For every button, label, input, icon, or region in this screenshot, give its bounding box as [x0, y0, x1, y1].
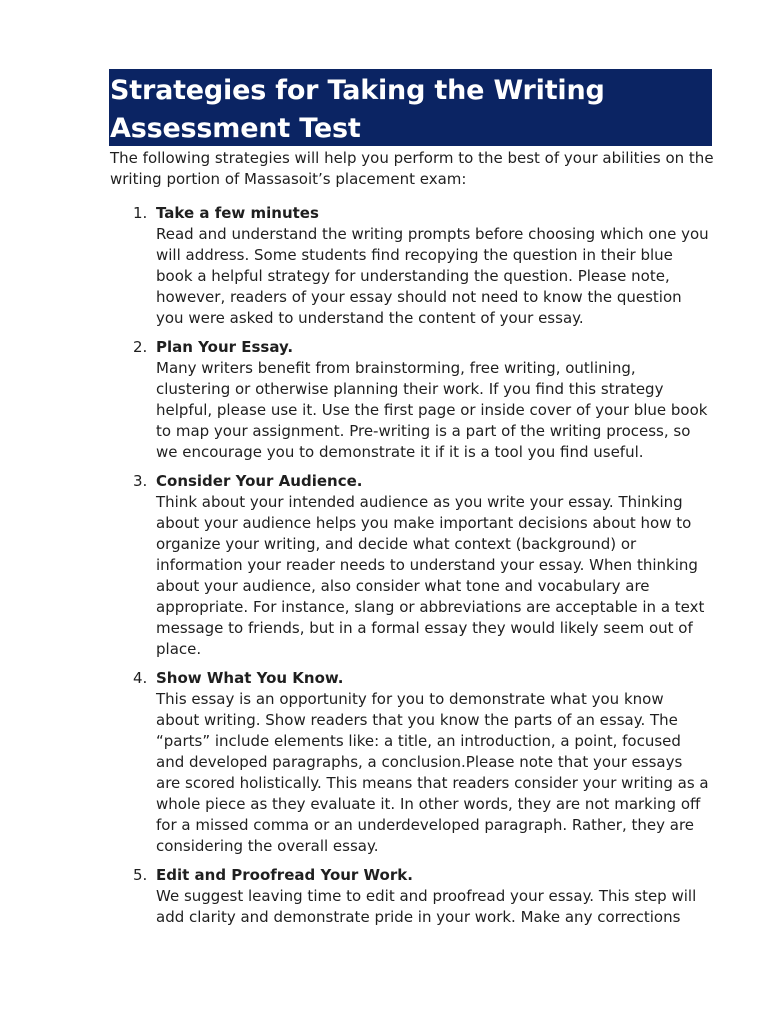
list-item-number: 4. — [133, 669, 148, 687]
list-item — [110, 337, 710, 463]
list-item — [110, 203, 710, 329]
list-item — [110, 865, 710, 928]
strategy-list — [110, 203, 710, 936]
list-item-body: Many writers benefit from brainstorming, free writing, outlining, clustering or otherwise planning their work. If you find this strategy helpful, please use it. Use the first page or inside cover of your blue book to map your assignment. Pre-writing is a part of the writing process, so we encourage you to demonstrate it if it is a tool you find useful. — [156, 359, 708, 461]
list-item-number: 1. — [133, 204, 148, 222]
list-item-heading: Edit and Proofread Your Work. — [156, 866, 413, 884]
list-item — [110, 668, 710, 857]
list-item-body: Think about your intended audience as you write your essay. Thinking about your audience helps you make important decisions about how to organize your writing, and decide what context (background) or information your reader needs to understand your essay. When thinking about your audience, also consider what tone and vocabulary are appropriate. For instance, slang or abbreviations are acceptable in a text message to friends, but in a formal essay they would likely seem out of place. — [156, 493, 705, 658]
list-item-heading: Show What You Know. — [156, 669, 344, 687]
page-title: Strategies for Taking the Writing Assessment Test — [110, 75, 605, 144]
list-item-number: 5. — [133, 866, 148, 884]
list-item-heading: Plan Your Essay. — [156, 338, 294, 356]
intro-paragraph: The following strategies will help you perform to the best of your abilities on the writing portion of Massasoit’s placement exam: — [110, 149, 714, 188]
list-item-number: 3. — [133, 472, 148, 490]
list-item-body: This essay is an opportunity for you to demonstrate what you know about writing. Show readers that you know the parts of an essay. The “parts” include elements like: a title, an introduction, a point, focused and developed paragraphs, a conclusion.Please note that your essays are scored holistically. This means that readers consider your writing as a whole piece as they evaluate it. In other words, they are not marking off for a missed comma or an underdeveloped paragraph. Rather, they are considering the overall essay. — [156, 690, 709, 855]
list-item — [110, 471, 710, 660]
list-item-heading: Take a few minutes — [156, 204, 319, 222]
title-banner — [109, 69, 712, 146]
list-item-number: 2. — [133, 338, 148, 356]
list-item-heading: Consider Your Audience. — [156, 472, 363, 490]
list-item-body: Read and understand the writing prompts before choosing which one you will address. Some students find recopying the question in their blue book a helpful strategy for understanding the question. Please note, however, readers of your essay should not need to know the question you were asked to understand the content of your essay. — [156, 225, 709, 327]
list-item-body: We suggest leaving time to edit and proofread your essay. This step will add clarity and demonstrate pride in your work. Make any corrections — [156, 887, 697, 926]
